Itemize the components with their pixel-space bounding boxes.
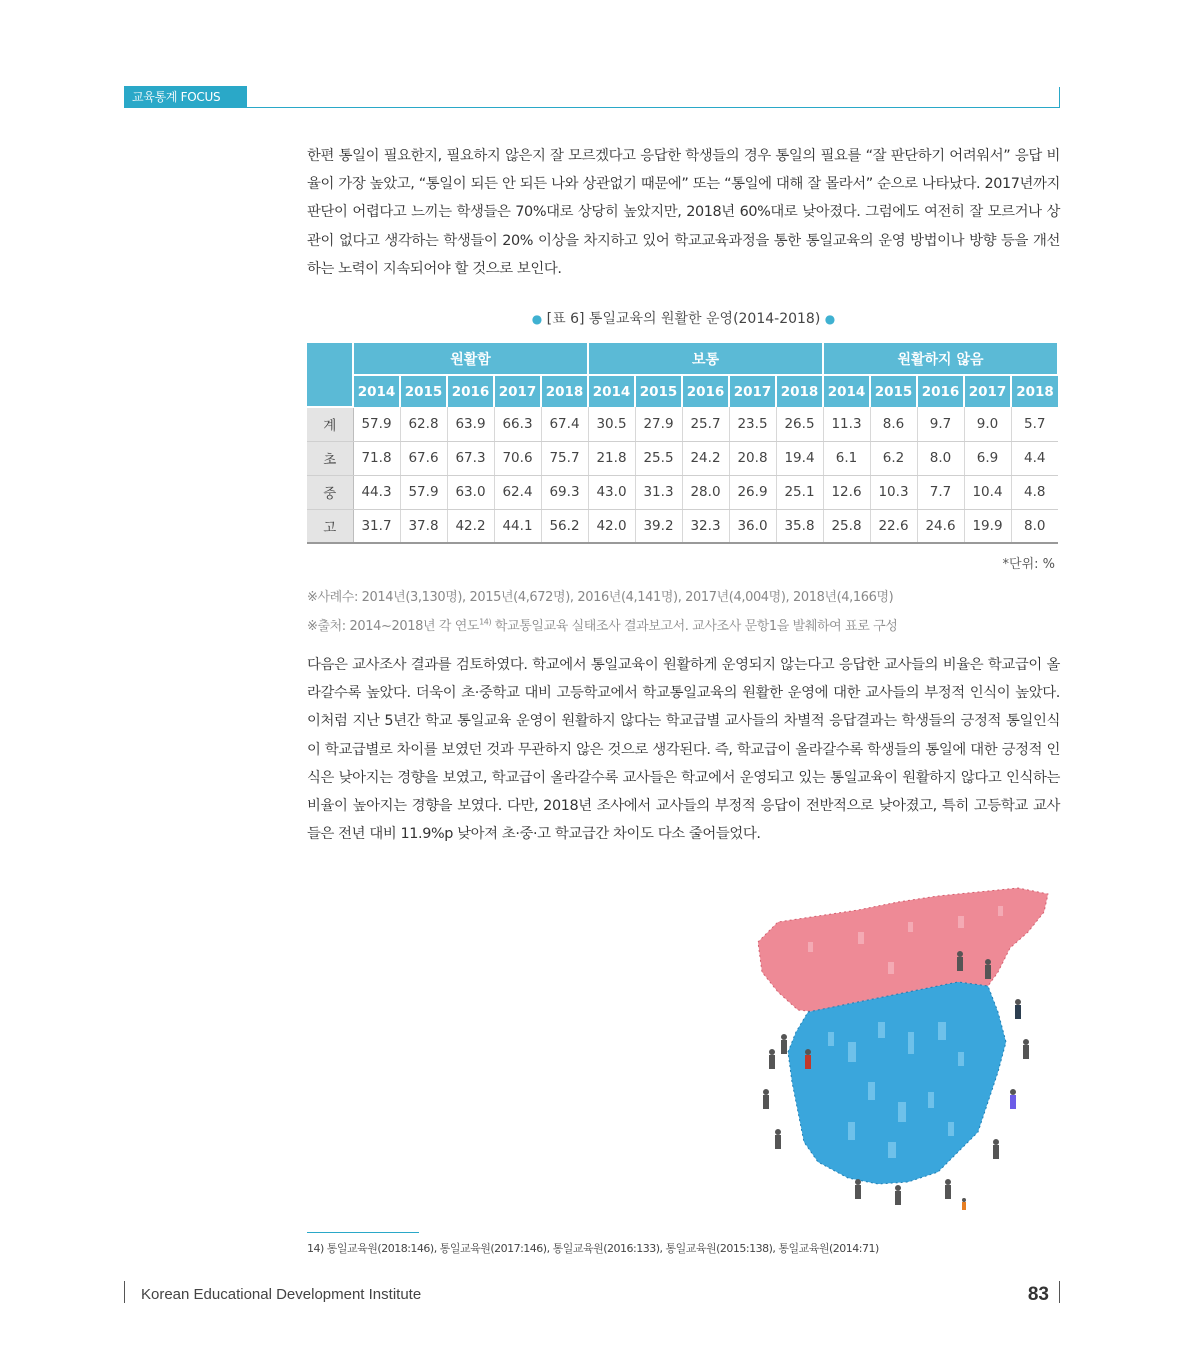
table-cell: 9.0 — [964, 407, 1011, 441]
year-header: 2018 — [776, 375, 823, 407]
year-header: 2017 — [729, 375, 776, 407]
table-cell: 22.6 — [870, 509, 917, 543]
year-header: 2016 — [447, 375, 494, 407]
footer-rule-left — [124, 1281, 125, 1303]
table-row — [307, 475, 1058, 509]
table-cell: 56.2 — [541, 509, 588, 543]
bullet-dot-icon: ● — [824, 312, 836, 326]
table-cell: 69.3 — [541, 475, 588, 509]
table-cell: 31.7 — [353, 509, 400, 543]
table-cell: 11.3 — [823, 407, 870, 441]
table-cell: 8.0 — [917, 441, 964, 475]
table-row — [307, 407, 1058, 441]
source-note — [307, 615, 897, 634]
bullet-dot-icon: ● — [531, 312, 543, 326]
table-cell: 21.8 — [588, 441, 635, 475]
table-cell: 75.7 — [541, 441, 588, 475]
table-cell: 25.7 — [682, 407, 729, 441]
table-cell: 8.0 — [1011, 509, 1058, 543]
year-header: 2017 — [494, 375, 541, 407]
data-table — [307, 343, 1059, 544]
table-cell: 24.2 — [682, 441, 729, 475]
table-cell: 71.8 — [353, 441, 400, 475]
footnote-rule — [307, 1232, 419, 1233]
year-header: 2015 — [635, 375, 682, 407]
korea-map-illustration — [748, 882, 1055, 1212]
table-cell: 23.5 — [729, 407, 776, 441]
table-cell: 37.8 — [400, 509, 447, 543]
table-cell: 20.8 — [729, 441, 776, 475]
table-cell: 36.0 — [729, 509, 776, 543]
table-cell: 66.3 — [494, 407, 541, 441]
group-header: 원활하지 않음 — [823, 343, 1058, 375]
table-cell: 25.5 — [635, 441, 682, 475]
table-cell: 10.4 — [964, 475, 1011, 509]
table-corner — [307, 343, 353, 407]
table-cell: 28.0 — [682, 475, 729, 509]
table-cell: 5.7 — [1011, 407, 1058, 441]
source-note-text: ※출처: 2014~2018년 각 연도 — [307, 619, 480, 634]
table-cell: 32.3 — [682, 509, 729, 543]
table-cell: 31.3 — [635, 475, 682, 509]
year-header: 2014 — [588, 375, 635, 407]
table-title — [307, 308, 1060, 328]
table-cell: 6.1 — [823, 441, 870, 475]
table-cell: 19.4 — [776, 441, 823, 475]
table-cell: 26.5 — [776, 407, 823, 441]
cases-note: ※사례수: 2014년(3,130명), 2015년(4,672명), 2016년(4,141명), 2017년(4,004명), 2018년(4,166명) — [307, 590, 894, 605]
table-cell: 67.3 — [447, 441, 494, 475]
year-header: 2015 — [870, 375, 917, 407]
table-cell: 4.4 — [1011, 441, 1058, 475]
table-cell: 44.1 — [494, 509, 541, 543]
table-cell: 62.4 — [494, 475, 541, 509]
group-header: 보통 — [588, 343, 823, 375]
table-cell: 35.8 — [776, 509, 823, 543]
table-cell: 24.6 — [917, 509, 964, 543]
table-cell: 25.1 — [776, 475, 823, 509]
table-row — [307, 441, 1058, 475]
group-header: 원활함 — [353, 343, 588, 375]
page-number: 83 — [1027, 1284, 1049, 1305]
table-cell: 9.7 — [917, 407, 964, 441]
table-unit: *단위: % — [1002, 557, 1055, 572]
year-header: 2014 — [353, 375, 400, 407]
table-cell: 70.6 — [494, 441, 541, 475]
table-cell: 30.5 — [588, 407, 635, 441]
table-cell: 27.9 — [635, 407, 682, 441]
table-cell: 62.8 — [400, 407, 447, 441]
table-cell: 25.8 — [823, 509, 870, 543]
table-cell: 19.9 — [964, 509, 1011, 543]
table-cell: 12.6 — [823, 475, 870, 509]
table-cell: 43.0 — [588, 475, 635, 509]
table-cell: 6.2 — [870, 441, 917, 475]
footer-rule-right — [1059, 1281, 1060, 1303]
footnote-ref: 14) — [479, 617, 492, 627]
header-rule — [247, 107, 1060, 108]
table-row — [307, 509, 1058, 543]
year-header: 2018 — [541, 375, 588, 407]
row-header: 중 — [307, 475, 353, 509]
table-cell: 26.9 — [729, 475, 776, 509]
table-cell: 63.0 — [447, 475, 494, 509]
year-header: 2017 — [964, 375, 1011, 407]
table-title-text: [표 6] 통일교육의 원활한 운영(2014-2018) — [546, 311, 821, 327]
year-header: 2016 — [682, 375, 729, 407]
table-cell: 6.9 — [964, 441, 1011, 475]
row-header: 초 — [307, 441, 353, 475]
body-paragraph-2: 다음은 교사조사 결과를 검토하였다. 학교에서 통일교육이 원활하게 운영되지 않는다고 응답한 교사들의 비율은 학교급이 올라갈수록 높았다. 더욱이 초·중학교 대비 고등학교에서 학교통일교육의 원활한 운영에 대한 교사들의 부정적 인식이 높았다. 이처럼 지난 5년간 학교 통일교육 운영이 원활하지 않다는 학교급별 교사들의 차별적 응답결과는 학생들의 긍정적 통일인식이 학교급별로 차이를 보였던 것과 무관하지 않은 것으로 생각된다. 즉, 학교급이 올라갈수록 학생들의 통일에 대한 긍정적 인식은 낮아지는 경향을 보였고, 학교급이 올라갈수록 교사들은 학교에서 운영되고 있는 통일교육이 원활하지 않다고 인식하는 비율이 높아지는 경향을 보였다. 다만, 2018년 조사에서 교사들의 부정적 응답이 전반적으로 낮아졌고, 특히 고등학교 교사들은 전년 대비 11.9%p 낮아져 초·중·고 학교급간 차이도 다소 줄어들었다. — [307, 657, 1060, 843]
table-cell: 10.3 — [870, 475, 917, 509]
table-cell: 44.3 — [353, 475, 400, 509]
table-cell: 39.2 — [635, 509, 682, 543]
footnote: 14) 통일교육원(2018:146), 통일교육원(2017:146), 통일교육원(2016:133), 통일교육원(2015:138), 통일교육원(2014:71) — [307, 1242, 879, 1255]
table-cell: 67.4 — [541, 407, 588, 441]
year-header: 2018 — [1011, 375, 1058, 407]
year-header: 2014 — [823, 375, 870, 407]
source-note-text: 학교통일교육 실태조사 결과보고서. 교사조사 문항1을 발췌하여 표로 구성 — [491, 619, 898, 634]
footer-organization: Korean Educational Development Institute — [141, 1286, 422, 1303]
year-header: 2016 — [917, 375, 964, 407]
header-rule-end — [1059, 87, 1060, 107]
table-cell: 7.7 — [917, 475, 964, 509]
table-cell: 57.9 — [400, 475, 447, 509]
table-cell: 8.6 — [870, 407, 917, 441]
section-tag: 교육통계 FOCUS — [124, 86, 247, 108]
table-cell: 57.9 — [353, 407, 400, 441]
table-cell: 42.0 — [588, 509, 635, 543]
year-header: 2015 — [400, 375, 447, 407]
row-header: 계 — [307, 407, 353, 441]
table-cell: 67.6 — [400, 441, 447, 475]
table-cell: 42.2 — [447, 509, 494, 543]
south-korea-shape — [788, 982, 1006, 1184]
table-cell: 63.9 — [447, 407, 494, 441]
table-cell: 4.8 — [1011, 475, 1058, 509]
row-header: 고 — [307, 509, 353, 543]
body-paragraph-1: 한편 통일이 필요한지, 필요하지 않은지 잘 모르겠다고 응답한 학생들의 경우 통일의 필요를 “잘 판단하기 어려워서” 응답 비율이 가장 높았고, “통일이 되든 안 되든 나와 상관없기 때문에” 또는 “통일에 대해 잘 몰라서” 순으로 나타났다. 2017년까지 판단이 어렵다고 느끼는 학생들은 70%대로 상당히 높았지만, 2018년 60%대로 낮아졌다. 그럼에도 여전히 잘 모르거나 상관이 없다고 생각하는 학생들이 20% 이상을 차지하고 있어 학교교육과정을 통한 통일교육의 운영 방법이나 방향 등을 개선하는 노력이 지속되어야 할 것으로 보인다. — [307, 148, 1060, 277]
